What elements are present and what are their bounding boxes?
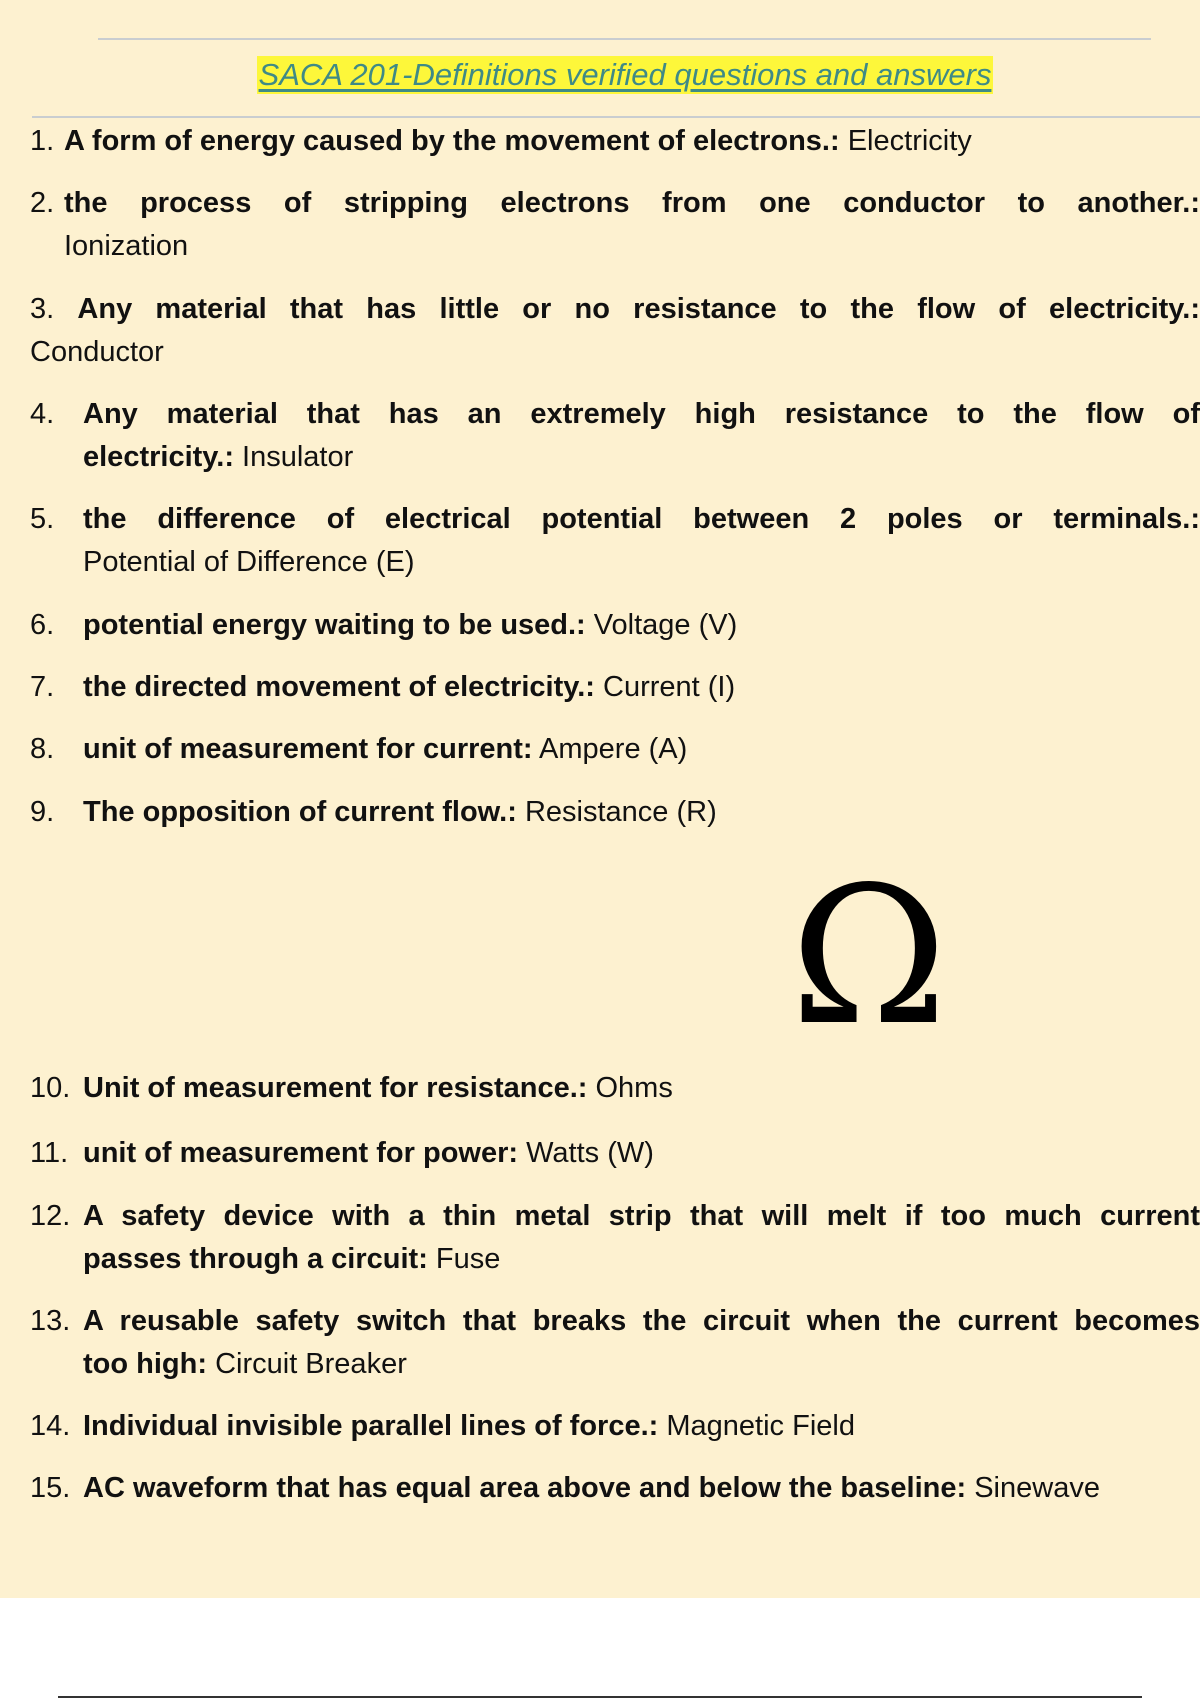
definition-item-15 [30, 1467, 1200, 1510]
item-question: the process of stripping electrons from one conductor to another.: [64, 187, 1200, 219]
item-question: AC waveform that has equal area above and below the baseline: [83, 1472, 967, 1504]
item-number: 2. [30, 187, 55, 219]
item-number: 13. [30, 1305, 71, 1337]
item-question: A safety device with a thin metal strip that will melt if too much current [83, 1200, 1200, 1232]
item-answer: Insulator [242, 441, 354, 473]
ohm-symbol: Ω [790, 846, 948, 1067]
definition-item-3 [30, 288, 1200, 374]
footer-rule [58, 1696, 1142, 1698]
title-container [0, 56, 1200, 94]
definition-item-10 [30, 1067, 1200, 1110]
item-question: Any material that has an extremely high resistance to the flow of [83, 398, 1200, 430]
definition-item-13 [30, 1300, 1200, 1386]
item-question: potential energy waiting to be used.: [83, 609, 586, 641]
definition-item-1 [30, 120, 1200, 163]
item-number: 7. [30, 671, 55, 703]
definition-item-4 [30, 393, 1200, 479]
definition-item-6 [30, 604, 1200, 647]
title-rule [32, 116, 1200, 118]
definition-item-9 [30, 791, 1200, 834]
definition-item-14 [30, 1405, 1200, 1448]
item-answer: Ionization [64, 230, 189, 262]
item-question: the difference of electrical potential between 2 poles or terminals.: [83, 503, 1200, 535]
item-question: unit of measurement for power: [83, 1137, 519, 1169]
item-question: Unit of measurement for resistance.: [83, 1072, 588, 1104]
item-number: 11. [30, 1137, 69, 1169]
item-number: 14. [30, 1410, 71, 1442]
definition-item-2 [30, 182, 1200, 268]
item-question-cont: passes through a circuit: [83, 1243, 428, 1275]
item-number: 8. [30, 733, 55, 765]
definition-item-11 [30, 1132, 1200, 1175]
item-number: 12. [30, 1200, 71, 1232]
item-question-cont: electricity.: [83, 441, 234, 473]
item-answer: Resistance (R) [524, 796, 717, 828]
item-question: Individual invisible parallel lines of force.: [83, 1410, 659, 1442]
definition-item-5 [30, 498, 1200, 584]
item-answer: Current (I) [603, 671, 736, 703]
item-answer: Ampere (A) [539, 733, 688, 765]
document-title: SACA 201-Definitions verified questions and answers [258, 57, 992, 92]
item-number: 4. [30, 398, 55, 430]
item-question: unit of measurement for current: [83, 733, 533, 765]
item-answer: Watts (W) [526, 1137, 654, 1169]
item-question: The opposition of current flow.: [83, 796, 517, 828]
definition-item-7 [30, 666, 1200, 709]
item-answer: Conductor [30, 336, 164, 368]
item-number: 5. [30, 503, 55, 535]
item-answer: Electricity [847, 125, 972, 157]
item-question: A reusable safety switch that breaks the circuit when the current becomes [83, 1305, 1200, 1337]
item-number: 3. [30, 293, 55, 325]
item-question: the directed movement of electricity.: [83, 671, 595, 703]
item-answer: Sinewave [974, 1472, 1100, 1504]
item-number: 6. [30, 609, 55, 641]
item-answer: Circuit Breaker [215, 1348, 407, 1380]
item-answer: Fuse [435, 1243, 501, 1275]
header-rule [98, 38, 1151, 40]
item-question: A form of energy caused by the movement of electrons.: [64, 125, 840, 157]
item-question: Any material that has little or no resistance to the flow of electricity.: [77, 293, 1200, 325]
item-number: 9. [30, 796, 55, 828]
definition-item-12 [30, 1195, 1200, 1281]
item-question-cont: too high: [83, 1348, 208, 1380]
item-answer: Ohms [595, 1072, 673, 1104]
item-answer: Voltage (V) [593, 609, 738, 641]
item-number: 10. [30, 1072, 71, 1104]
definition-item-8 [30, 728, 1200, 771]
item-answer: Magnetic Field [666, 1410, 855, 1442]
item-number: 15. [30, 1472, 71, 1504]
item-number: 1. [30, 125, 55, 157]
item-answer: Potential of Difference (E) [83, 546, 415, 578]
